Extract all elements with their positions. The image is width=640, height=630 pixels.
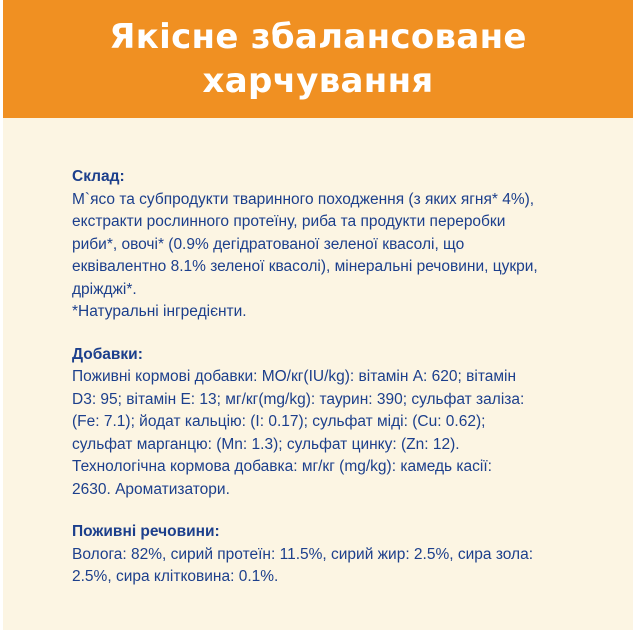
composition-line: екстракти рослинного протеїну, риба та продукти переробки	[72, 213, 506, 230]
nutrients-line: Волога: 82%, сирий протеїн: 11.5%, сирий жир: 2.5%, сира зола:	[72, 545, 534, 563]
composition-line: еквівалентно 8.1% зеленої квасолі), мінеральні речовини, цукри,	[72, 258, 538, 275]
product-info-card	[3, 0, 633, 630]
title-banner	[3, 0, 633, 118]
additives-line: Технологічна кормова добавка: мг/кг (mg/kg): камедь касії:	[72, 458, 492, 475]
composition-line: М`ясо та субпродукти тваринного походження (з яких ягня* 4%),	[72, 190, 535, 208]
nutrients-line: 2.5%, сира клітковина: 0.1%.	[72, 568, 279, 585]
composition-line: риби*, овочі* (0.9% дегідратованої зеленої квасолі, що	[72, 235, 465, 253]
composition-line: дріжджі*.	[72, 280, 137, 298]
composition-section	[72, 166, 592, 324]
additives-section	[72, 344, 592, 502]
banner-title-line-1: Якісне збалансоване	[109, 17, 527, 57]
content-area	[72, 166, 592, 609]
additives-line: 2630. Ароматизатори.	[72, 480, 230, 498]
banner-title-line-2: харчування	[202, 61, 434, 101]
additives-line: Поживні кормові добавки: МО/кг(IU/kg): вітамін А: 620; вітамін	[72, 368, 517, 385]
nutrients-section	[72, 521, 592, 589]
composition-heading: Склад:	[72, 168, 125, 185]
additives-heading: Добавки:	[72, 345, 143, 363]
additives-line: D3: 95; вітамін Е: 13; мг/кг(mg/kg): таурин: 390; сульфат заліза:	[72, 390, 525, 408]
natural-ingredients-note: *Натуральні інгредієнти.	[72, 303, 247, 320]
additives-line: сульфат марганцю: (Mn: 1.3); сульфат цинку: (Zn: 12).	[72, 435, 460, 453]
nutrients-heading: Поживні речовини:	[72, 523, 220, 540]
additives-line: (Fe: 7.1); йодат кальцію: (I: 0.17); сульфат міді: (Cu: 0.62);	[72, 413, 486, 430]
